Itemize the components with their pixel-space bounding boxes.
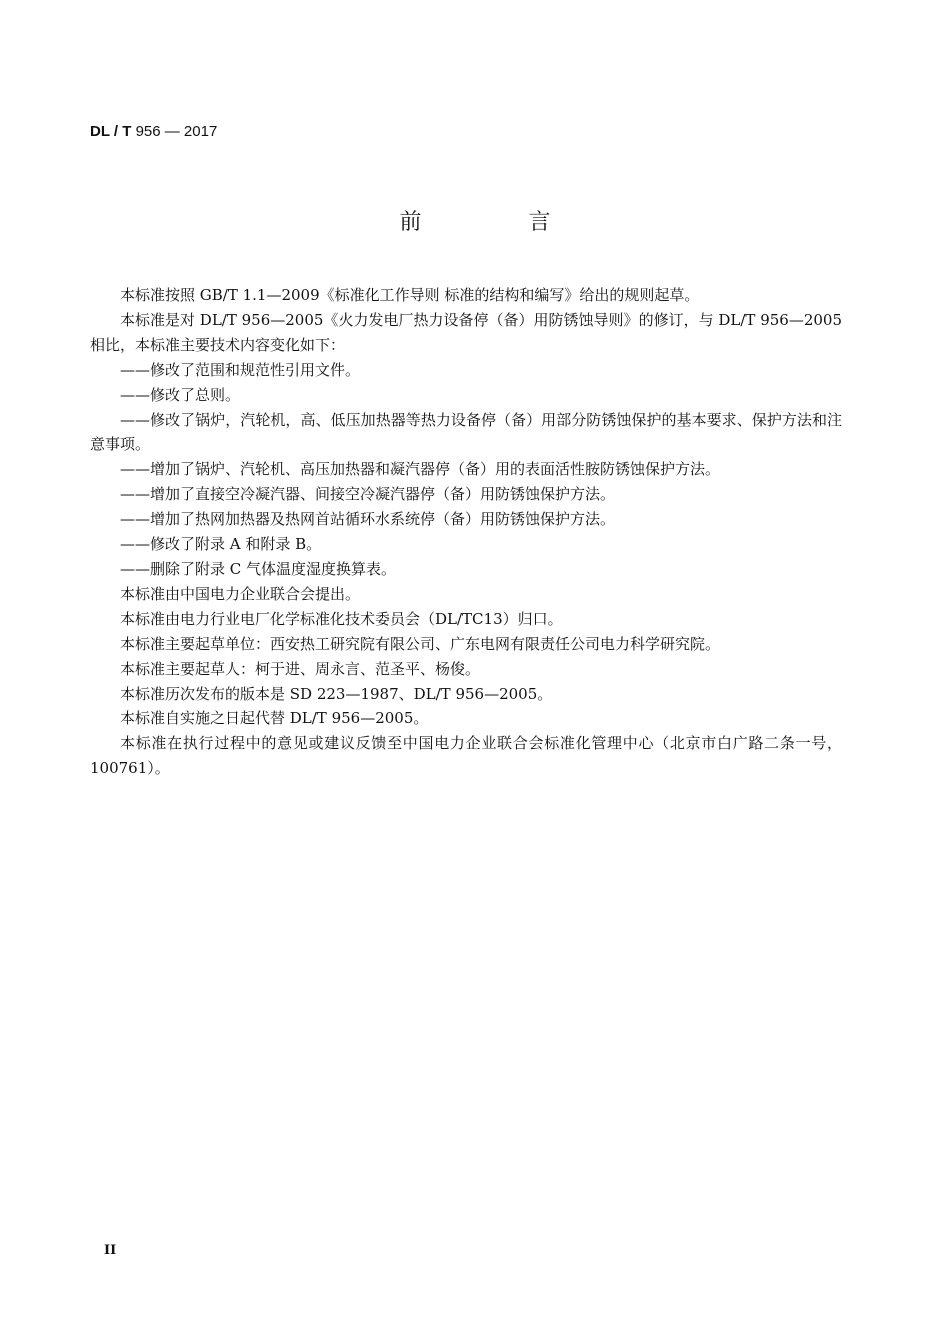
paragraph: 本标准由电力行业电厂化学标准化技术委员会（DL/TC13）归口。 — [120, 609, 563, 628]
paragraph: 本标准主要起草单位：西安热工研究院有限公司、广东电网有限责任公司电力科学研究院。 — [120, 634, 721, 653]
list-item: ——修改了附录 A 和附录 B。 — [120, 535, 322, 554]
paragraph: 本标准主要起草人：柯于进、周永言、范圣平、杨俊。 — [120, 659, 481, 678]
standard-code-number: 956 — 2017 — [135, 123, 218, 140]
paragraph: 本标准在执行过程中的意见或建议反馈至中国电力企业联合会标准化管理中心（北京市白广路二条一号，100761）。 — [90, 734, 842, 778]
list-item: ——增加了直接空冷凝汽器、间接空冷凝汽器停（备）用防锈蚀保护方法。 — [120, 485, 616, 504]
page-title — [0, 205, 950, 236]
list-item: ——删除了附录 C 气体温度湿度换算表。 — [120, 559, 397, 578]
paragraph: 本标准按照 GB/T 1.1—2009《标准化工作导则 标准的结构和编写》给出的规则起草。 — [120, 286, 700, 304]
list-item: ——修改了范围和规范性引用文件。 — [120, 360, 361, 379]
list-item: ——修改了总则。 — [120, 385, 241, 404]
paragraph: 本标准历次发布的版本是 SD 223—1987、DL/T 956—2005。 — [120, 684, 553, 703]
paragraph: 本标准自实施之日起代替 DL/T 956—2005。 — [120, 709, 429, 728]
paragraph: 本标准由中国电力企业联合会提出。 — [120, 584, 361, 603]
standard-code — [90, 123, 217, 140]
standard-code-prefix: DL / T — [90, 123, 132, 140]
list-item: ——修改了锅炉，汽轮机，高、低压加热器等热力设备停（备）用部分防锈蚀保护的基本要求、保护方法和注意事项。 — [90, 410, 842, 454]
foreword-body — [90, 283, 842, 781]
page-title-text: 前 言 — [399, 210, 601, 235]
page-number: II — [104, 1243, 117, 1258]
list-item: ——增加了热网加热器及热网首站循环水系统停（备）用防锈蚀保护方法。 — [120, 510, 616, 529]
paragraph: 本标准是对 DL/T 956—2005《火力发电厂热力设备停（备）用防锈蚀导则》的修订，与 DL/T 956—2005 相比，本标准主要技术内容变化如下： — [90, 310, 842, 354]
list-item: ——增加了锅炉、汽轮机、高压加热器和凝汽器停（备）用的表面活性胺防锈蚀保护方法。 — [120, 460, 721, 479]
